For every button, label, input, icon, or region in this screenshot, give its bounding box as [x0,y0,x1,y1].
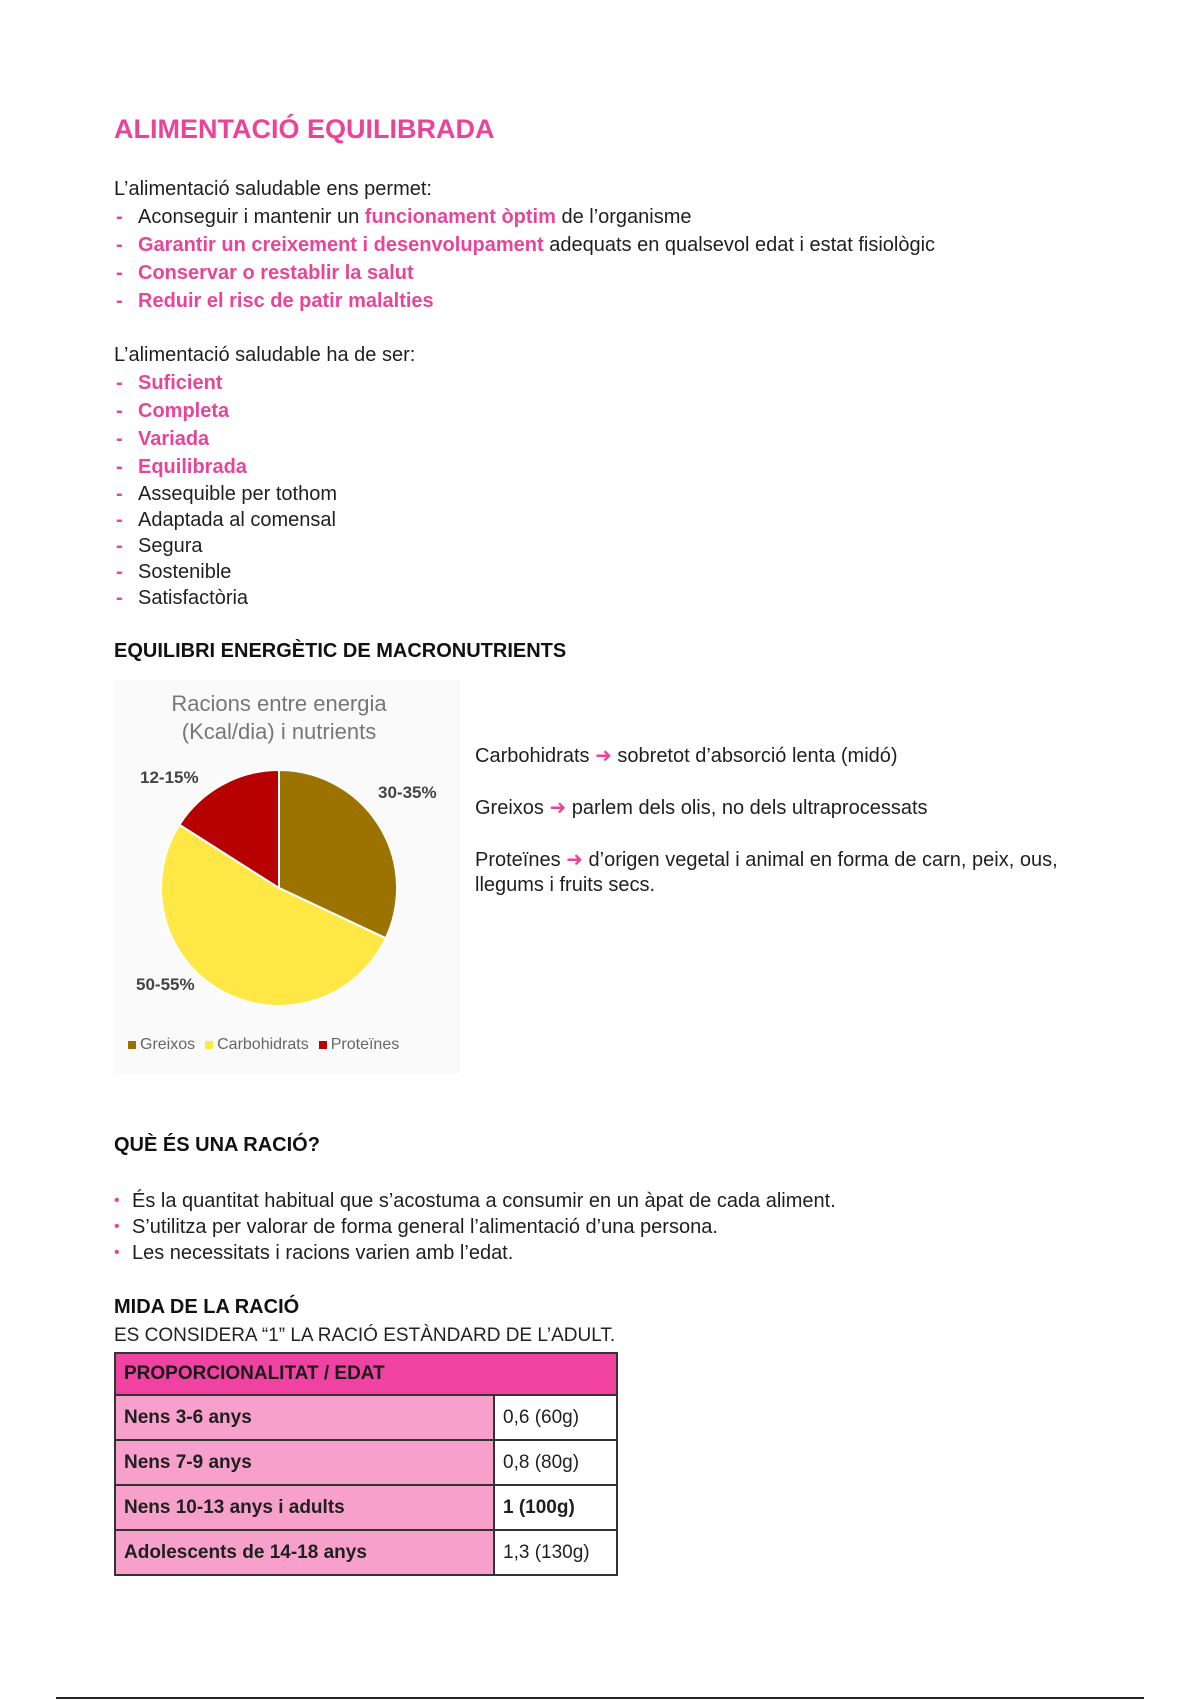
legend-swatch [205,1041,213,1049]
macro-note: Carbohidrats ➜ sobretot d’absorció lenta (midó) [475,745,898,767]
ration-table [114,1352,618,1576]
list-item: - Suficient [114,369,415,397]
ration-bullets [114,1188,836,1266]
list-item: - Equilibrada [114,453,415,481]
benefits-list [114,203,935,315]
highlight-text: funcionament òptim [364,206,556,228]
requirements-pink-list [114,369,415,481]
pie-chart-svg [114,680,460,1030]
macro-note: Proteïnes ➜ d’origen vegetal i animal en forma de carn, peix, ous, llegums i fruits secs. [475,849,1058,896]
table-row [115,1440,617,1485]
arrow-icon: ➜ [566,849,583,871]
chart-title: Racions entre energia (Kcal/dia) i nutrients [171,691,387,744]
list-item: - Adaptada al comensal [114,507,415,533]
table-cell-label: Nens 10-13 anys i adults [115,1485,494,1530]
list-item: • S’utilitza per valorar de forma general l’alimentació d’una persona. [114,1214,836,1240]
arrow-icon: ➜ [595,745,612,767]
list-item: - Sostenible [114,559,415,585]
list-item: - Variada [114,425,415,453]
section-heading-size: MIDA DE LA RACIÓ [114,1296,300,1318]
table-row [115,1485,617,1530]
pie-data-label: 12-15% [140,768,199,787]
chart-legend [128,1036,399,1054]
list-item: - Conservar o restablir la salut [114,259,935,287]
legend-swatch [128,1041,136,1049]
legend-item-carbohidrats: Carbohidrats [205,1036,309,1054]
intro-lead: L’alimentació saludable ens permet: [114,178,432,200]
legend-swatch [319,1041,327,1049]
list-item: • Les necessitats i racions varien amb l’edat. [114,1240,836,1266]
list-item: - Garantir un creixement i desenvolupament adequats en qualsevol edat i estat fisiològic [114,231,935,259]
table-cell-label: Nens 7-9 anys [115,1440,494,1485]
section-heading-ration: QUÈ ÉS UNA RACIÓ? [114,1134,320,1156]
section-heading-energy: EQUILIBRI ENERGÈTIC DE MACRONUTRIENTS [114,640,567,662]
table-cell-label: Nens 3-6 anys [115,1395,494,1440]
list-item: - Aconseguir i mantenir un funcionament òptim de l’organisme [114,203,935,231]
requirements-list [114,481,415,611]
table-cell-value: 1 (100g) [494,1485,617,1530]
size-subtitle: ES CONSIDERA “1” LA RACIÓ ESTÀNDARD DE L’ADULT. [114,1325,616,1346]
table-cell-value: 0,8 (80g) [494,1440,617,1485]
pie-data-label: 50-55% [136,975,195,994]
macro-notes [475,744,1115,925]
list-item: - Segura [114,533,415,559]
list-item: - Satisfactòria [114,585,415,611]
table-cell-value: 0,6 (60g) [494,1395,617,1440]
list-item: - Completa [114,397,415,425]
list-item: - Reduir el risc de patir malalties [114,287,935,315]
requirements-section [114,341,415,611]
table-header-row [115,1353,617,1395]
requirements-lead: L’alimentació saludable ha de ser: [114,344,416,366]
table-row [115,1395,617,1440]
footer-divider [56,1697,1144,1699]
arrow-icon: ➜ [549,797,567,819]
page-title: ALIMENTACIÓ EQUILIBRADA [114,114,495,144]
macro-note: Greixos ➜ parlem dels olis, no dels ultraprocessats [475,797,928,819]
table-row [115,1530,617,1575]
pie-data-label: 30-35% [378,783,437,802]
list-item: • És la quantitat habitual que s’acostuma a consumir en un àpat de cada aliment. [114,1188,836,1214]
table-cell-value: 1,3 (130g) [494,1530,617,1575]
table-header: PROPORCIONALITAT / EDAT [115,1353,617,1395]
pie-chart [114,680,460,1074]
intro-section [114,175,935,315]
list-item: - Assequible per tothom [114,481,415,507]
table-cell-label: Adolescents de 14-18 anys [115,1530,494,1575]
legend-item-greixos: Greixos [128,1036,195,1054]
highlight-text: Garantir un creixement i desenvolupament [138,234,544,256]
legend-item-proteines: Proteïnes [319,1036,399,1054]
